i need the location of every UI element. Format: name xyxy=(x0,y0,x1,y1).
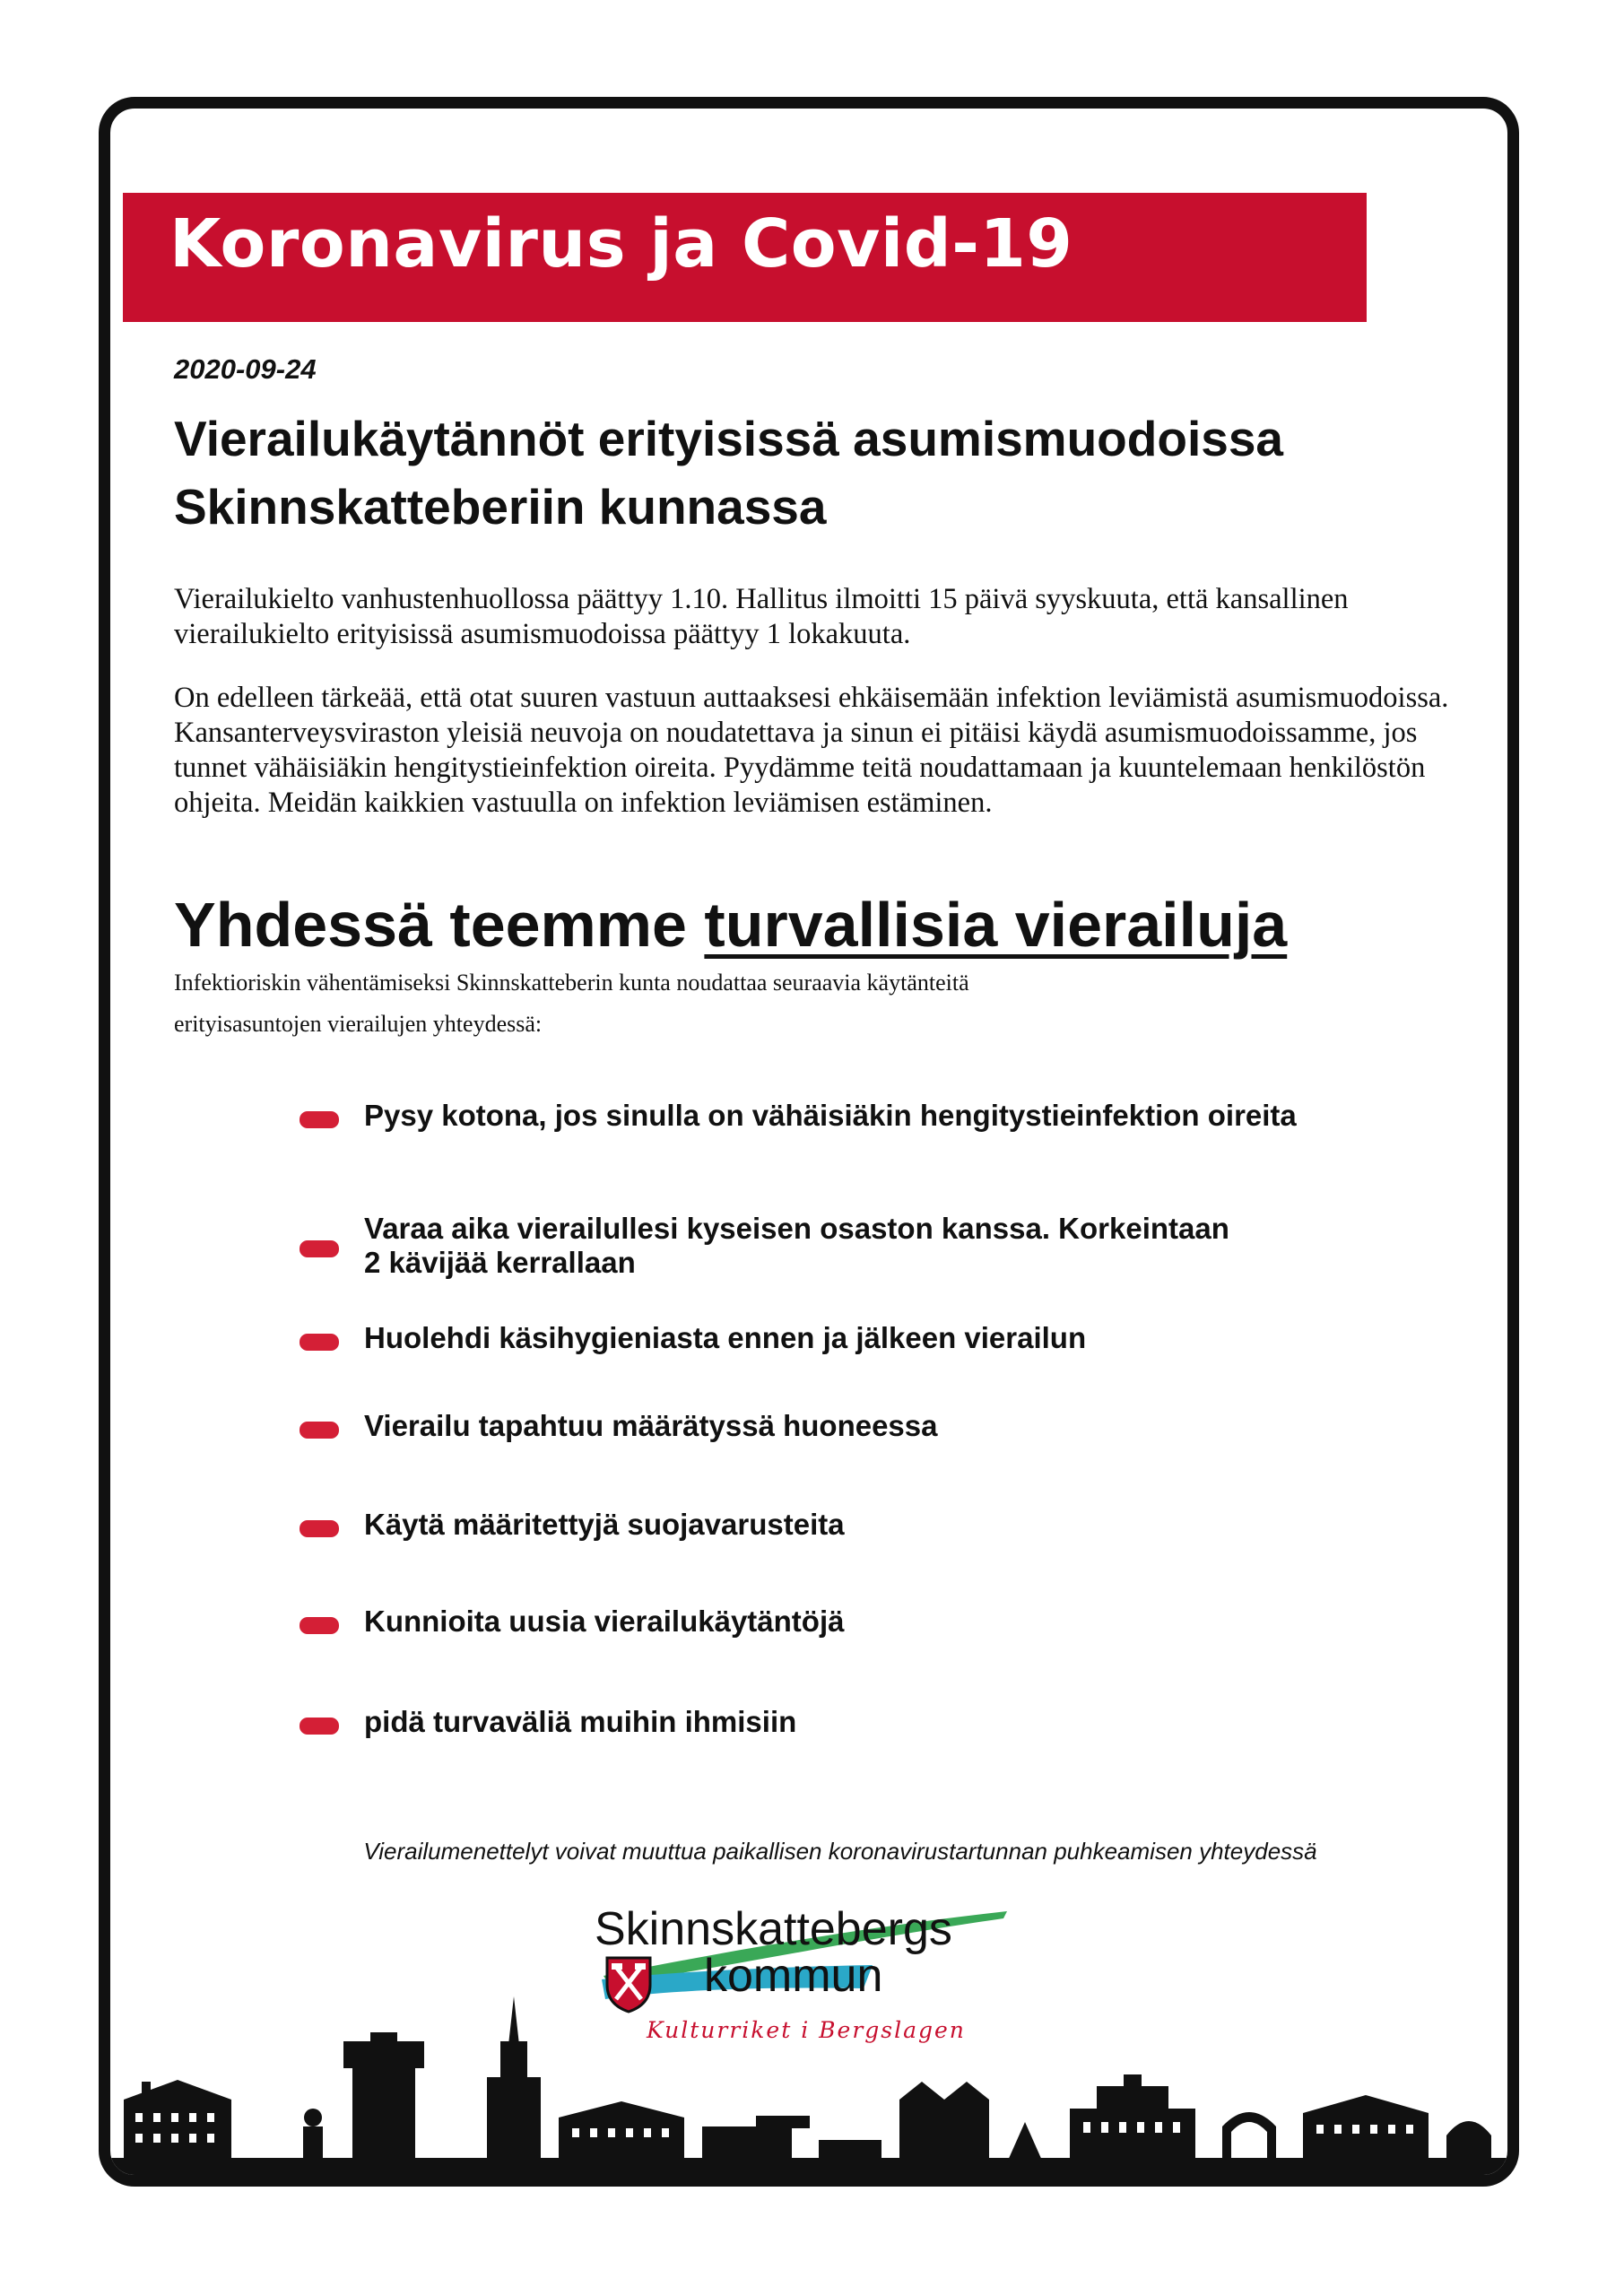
intro-line-1: Infektioriskin vähentämiseksi Skinnskatteberin kunta noudattaa seuraavia käytänteitä xyxy=(174,970,969,996)
rule-text: Käytä määritettyjä suojavarusteita xyxy=(364,1508,845,1541)
town-skyline-icon xyxy=(110,1992,1507,2187)
banner-title: Koronavirus ja Covid-19 xyxy=(169,205,1073,283)
page-title-line-1: Vierailukäytännöt erityisissä asumismuodoissa xyxy=(174,411,1284,466)
rule-text: Kunnioita uusia vierailukäytäntöjä xyxy=(364,1605,845,1638)
logo-sub: kommun xyxy=(704,1950,883,2002)
page-title xyxy=(174,404,1283,541)
rule-text: Huolehdi käsihygieniasta ennen ja jälkeen vierailun xyxy=(364,1321,1087,1354)
rule-text: Pysy kotona, jos sinulla on vähäisiäkin hengitystieinfektion oireita xyxy=(364,1099,1297,1132)
poster-frame xyxy=(99,97,1519,2187)
bullet-marker xyxy=(300,1617,339,1634)
publish-date: 2020-09-24 xyxy=(174,353,317,385)
bullet-marker xyxy=(300,1422,339,1439)
rule-text: Vierailu tapahtuu määrätyssä huoneessa xyxy=(364,1409,938,1442)
paragraph-responsibility: On edelleen tärkeää, että otat suuren vastuun auttaaksesi ehkäisemään infektion leviämistä asumismuodoissa. Kansanterveysviraston yleisiä neuvoja on noudatettava ja sinun ei pitäisi käydä asumismuodoissamme, jos tunnet vähäisiäkin hengitystieinfektion oireita. Pyydämme teitä noudattamaan ja kuuntelemaan henkilöstön ohjeita. Meidän kaikkien vastuulla on infektion leviämisen estäminen. xyxy=(174,682,1449,819)
rule-text: Varaa aika vierailullesi kyseisen osaston kanssa. Korkeintaan xyxy=(364,1212,1229,1245)
section-heading-underlined: turvallisia vierailuja xyxy=(704,890,1288,960)
paragraph-visiting-ban: Vierailukielto vanhustenhuollossa päättyy 1.10. Hallitus ilmoitti 15 päivä syyskuuta, että kansallinen vierailukielto erityisissä asumismuodoissa päättyy 1 lokakuuta. xyxy=(174,583,1349,650)
bullet-marker xyxy=(300,1718,339,1735)
logo-name: Skinnskattebergs xyxy=(595,1903,952,1955)
rule-text-continued: 2 kävijää kerrallaan xyxy=(364,1246,636,1279)
footnote: Vierailumenettelyt voivat muuttua paikallisen koronavirustartunnan puhkeamisen yhteydessä xyxy=(363,1838,1317,1865)
bullet-marker xyxy=(300,1334,339,1351)
rule-text: pidä turvaväliä muihin ihmisiin xyxy=(364,1705,797,1738)
page-title-line-2: Skinnskatteberiin kunnassa xyxy=(174,479,827,535)
bullet-marker xyxy=(300,1240,339,1257)
section-heading xyxy=(174,889,1287,961)
section-heading-plain: Yhdessä teemme xyxy=(174,890,705,960)
intro-line-2: erityisasuntojen vierailujen yhteydessä: xyxy=(174,1011,543,1037)
title-banner xyxy=(123,193,1367,322)
bullet-marker xyxy=(300,1111,339,1128)
logo-tagline: Kulturriket i Bergslagen xyxy=(647,2017,966,2043)
bullet-marker xyxy=(300,1520,339,1537)
